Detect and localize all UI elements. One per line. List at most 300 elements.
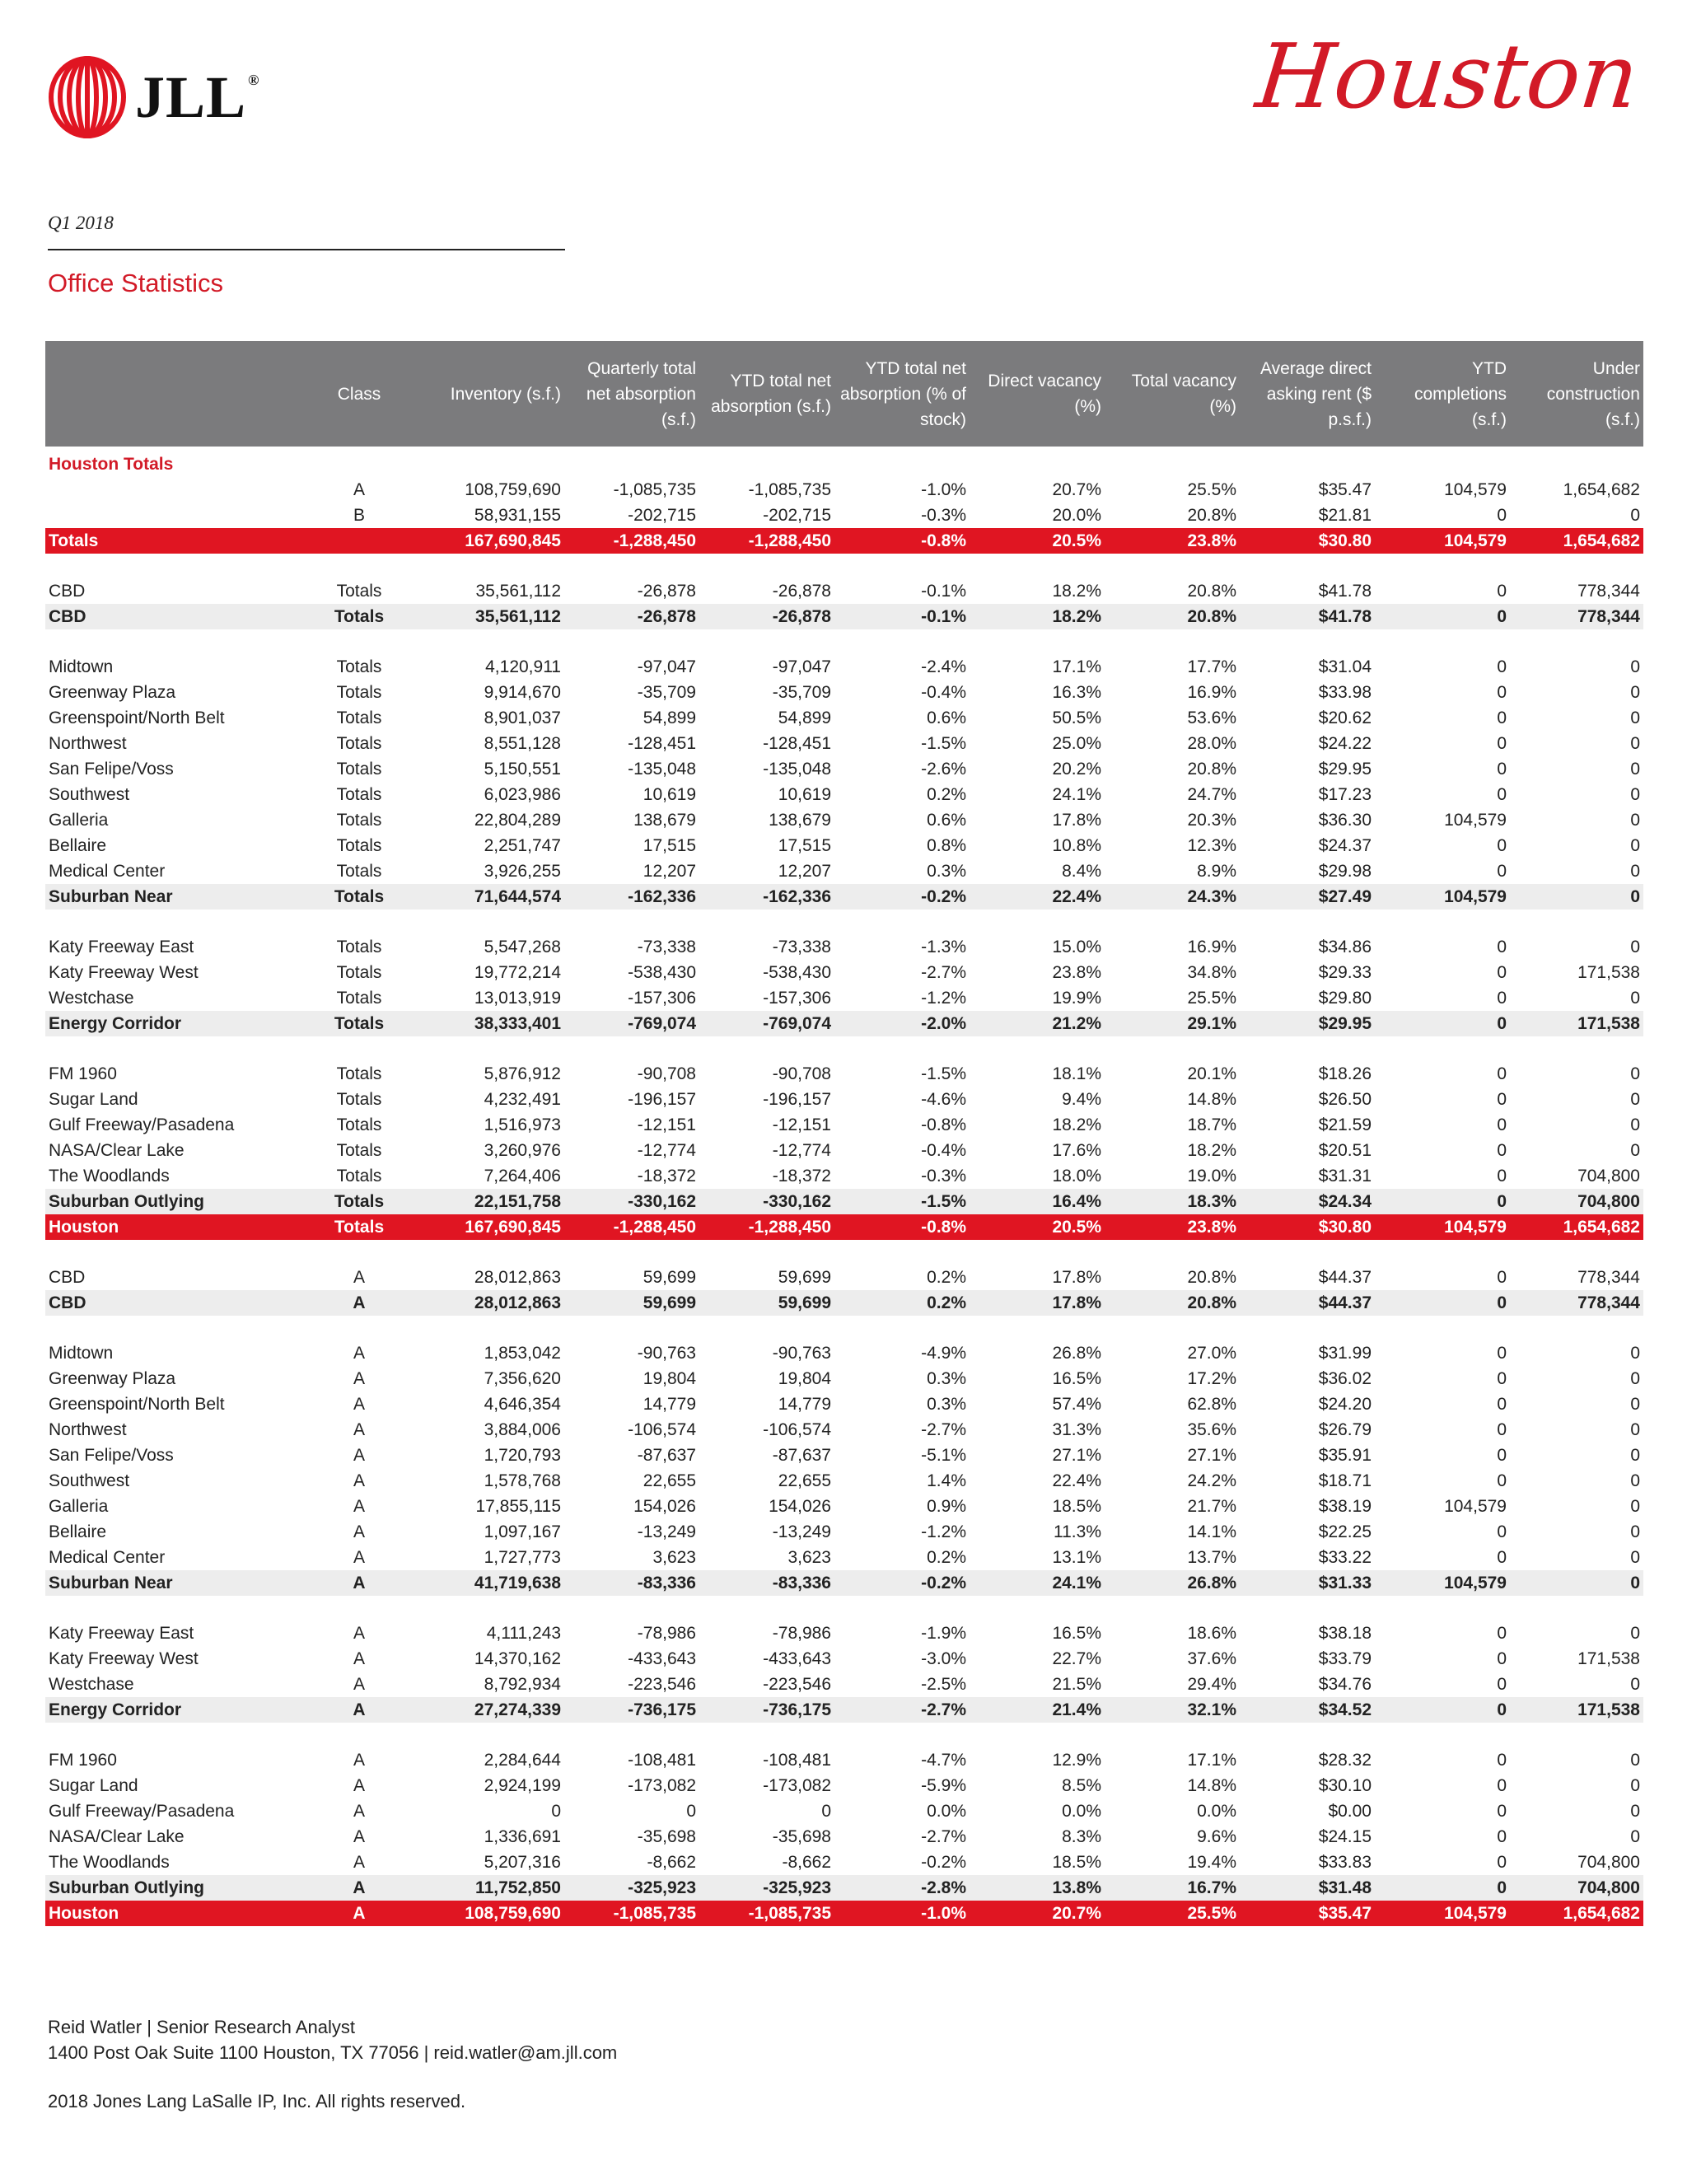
value-cell: 59,699 <box>699 1290 834 1316</box>
value-cell: 0 <box>1630 785 1640 804</box>
table-row <box>45 960 1643 985</box>
value-cell: 104,579 <box>1375 884 1510 910</box>
submarket-cell: San Felipe/Voss <box>49 1446 174 1465</box>
table-row <box>45 934 1643 960</box>
table-row <box>45 1391 1643 1417</box>
value-cell: 0 <box>1630 1776 1640 1795</box>
value-cell: -0.3% <box>921 506 966 525</box>
value-cell: $30.80 <box>1240 1214 1375 1240</box>
class-cell: Totals <box>336 1167 382 1186</box>
value-cell: 154,026 <box>769 1497 831 1516</box>
value-cell: 16.9% <box>1187 938 1236 956</box>
value-cell: -0.2% <box>834 884 970 910</box>
value-cell: -12,151 <box>637 1115 696 1134</box>
class-cell: A <box>353 1548 365 1567</box>
value-cell: 704,800 <box>1510 1875 1643 1901</box>
value-cell: -162,336 <box>564 884 699 910</box>
value-cell: 0 <box>1497 1167 1507 1186</box>
value-cell: $31.31 <box>1318 1167 1372 1186</box>
value-cell: 34.8% <box>1187 963 1236 982</box>
spacer-row <box>45 629 1643 654</box>
value-cell: 0 <box>1497 709 1507 727</box>
value-cell: 26.8% <box>1052 1344 1101 1363</box>
value-cell: -538,430 <box>628 963 696 982</box>
value-cell: $33.79 <box>1318 1649 1372 1668</box>
value-cell: 3,926,255 <box>484 862 561 881</box>
value-cell: 0 <box>1375 1290 1510 1316</box>
value-cell: -26,878 <box>772 582 831 601</box>
value-cell: 0 <box>1630 760 1640 779</box>
value-cell: 0 <box>1497 1268 1507 1287</box>
value-cell: 0 <box>1497 785 1507 804</box>
value-cell: 1,853,042 <box>484 1344 561 1363</box>
table-row <box>45 1519 1643 1545</box>
value-cell: -87,637 <box>772 1446 831 1465</box>
value-cell: $33.98 <box>1318 683 1372 702</box>
table-row <box>45 1061 1643 1087</box>
value-cell: $34.86 <box>1318 938 1372 956</box>
submarket-cell: FM 1960 <box>49 1751 117 1770</box>
value-cell: 26.8% <box>1105 1570 1240 1596</box>
value-cell: $34.76 <box>1318 1675 1372 1694</box>
class-cell: A <box>319 1875 400 1901</box>
value-cell: 0 <box>1497 1649 1507 1668</box>
value-cell: -5.1% <box>921 1446 966 1465</box>
value-cell: -196,157 <box>628 1090 696 1109</box>
value-cell: -1,288,450 <box>699 1214 834 1240</box>
table-row <box>45 1798 1643 1824</box>
value-cell: $31.48 <box>1240 1875 1375 1901</box>
class-cell: Totals <box>336 811 382 830</box>
value-cell: 17,515 <box>778 836 831 855</box>
value-cell: 7,356,620 <box>484 1369 561 1388</box>
value-cell: 0 <box>1497 1395 1507 1414</box>
spacer-cell <box>45 554 1643 578</box>
value-cell: -1.0% <box>834 1901 970 1926</box>
logo-wordmark: JLL ® <box>135 64 260 130</box>
submarket-cell: CBD <box>49 582 86 601</box>
value-cell: 18.5% <box>1052 1497 1101 1516</box>
value-cell: 18.2% <box>1187 1141 1236 1160</box>
copyright-line: 2018 Jones Lang LaSalle IP, Inc. All rights reserved. <box>48 2091 466 2112</box>
value-cell: 0.0% <box>927 1802 966 1821</box>
value-cell: 0 <box>1497 1471 1507 1490</box>
value-cell: 35,561,112 <box>400 604 564 629</box>
value-cell: $20.51 <box>1318 1141 1372 1160</box>
submarket-cell: Greenway Plaza <box>49 1369 176 1388</box>
class-cell: A <box>353 1268 365 1287</box>
value-cell: 104,579 <box>1444 480 1507 499</box>
value-cell: 0 <box>1630 1827 1640 1846</box>
value-cell: -108,481 <box>763 1751 831 1770</box>
value-cell: -108,481 <box>628 1751 696 1770</box>
subtotal-row <box>45 1875 1643 1901</box>
value-cell: 0 <box>1497 760 1507 779</box>
value-cell: 0 <box>1497 836 1507 855</box>
value-cell: 778,344 <box>1577 582 1640 601</box>
value-cell: 0 <box>1497 938 1507 956</box>
spacer-cell <box>45 1240 1643 1265</box>
value-cell: -1.5% <box>921 1064 966 1083</box>
value-cell: 20.0% <box>1052 506 1101 525</box>
value-cell: -0.8% <box>834 528 970 554</box>
class-cell: A <box>353 480 365 499</box>
table-row <box>45 731 1643 756</box>
value-cell: 0 <box>1375 1875 1510 1901</box>
value-cell: 0.6% <box>927 709 966 727</box>
value-cell: -2.0% <box>834 1011 970 1036</box>
value-cell: $18.26 <box>1318 1064 1372 1083</box>
value-cell: 1,654,682 <box>1563 480 1640 499</box>
table-row <box>45 1417 1643 1443</box>
submarket-cell: Suburban Outlying <box>45 1875 319 1901</box>
submarket-cell: CBD <box>45 604 319 629</box>
value-cell: -223,546 <box>628 1675 696 1694</box>
value-cell: 14,779 <box>643 1395 696 1414</box>
value-cell: 12,207 <box>778 862 831 881</box>
value-cell: 8,551,128 <box>484 734 561 753</box>
table-row <box>45 833 1643 858</box>
value-cell: -1.3% <box>921 938 966 956</box>
column-header: Class <box>319 341 400 447</box>
value-cell: 0.8% <box>927 836 966 855</box>
class-cell: A <box>353 1497 365 1516</box>
value-cell: 0 <box>551 1802 561 1821</box>
value-cell: -0.2% <box>921 1853 966 1872</box>
value-cell: 59,699 <box>778 1268 831 1287</box>
value-cell: -325,923 <box>564 1875 699 1901</box>
value-cell: -90,708 <box>637 1064 696 1083</box>
class-cell: Totals <box>336 709 382 727</box>
class-cell: A <box>319 1697 400 1723</box>
class-cell: A <box>353 1369 365 1388</box>
submarket-cell: Houston <box>45 1901 319 1926</box>
submarket-cell <box>45 477 319 503</box>
value-cell: $21.59 <box>1318 1115 1372 1134</box>
value-cell: 1.4% <box>927 1471 966 1490</box>
value-cell: 53.6% <box>1187 709 1236 727</box>
value-cell: -8,662 <box>782 1853 831 1872</box>
value-cell: -736,175 <box>699 1697 834 1723</box>
submarket-cell: Katy Freeway East <box>49 938 194 956</box>
value-cell: 5,150,551 <box>484 760 561 779</box>
submarket-cell: Northwest <box>49 1420 127 1439</box>
value-cell: -106,574 <box>763 1420 831 1439</box>
value-cell: $34.52 <box>1240 1697 1375 1723</box>
total-row <box>45 528 1643 554</box>
value-cell: 0 <box>1630 1446 1640 1465</box>
value-cell: 104,579 <box>1375 1570 1510 1596</box>
value-cell: 19.9% <box>1052 989 1101 1008</box>
value-cell: 18.5% <box>1052 1853 1101 1872</box>
value-cell: -83,336 <box>699 1570 834 1596</box>
class-cell: A <box>353 1802 365 1821</box>
class-cell: A <box>353 1649 365 1668</box>
value-cell: 5,207,316 <box>484 1853 561 1872</box>
column-header: Average direct asking rent ($ p.s.f.) <box>1240 341 1375 447</box>
value-cell: 14.8% <box>1187 1776 1236 1795</box>
value-cell: 35.6% <box>1187 1420 1236 1439</box>
value-cell: 0 <box>1630 683 1640 702</box>
value-cell: 59,699 <box>643 1268 696 1287</box>
value-cell: 16.3% <box>1052 683 1101 702</box>
value-cell: 0 <box>1630 811 1640 830</box>
submarket-cell: Gulf Freeway/Pasadena <box>49 1802 235 1821</box>
value-cell: $30.80 <box>1240 528 1375 554</box>
class-cell: Totals <box>336 836 382 855</box>
spacer-row <box>45 1240 1643 1265</box>
value-cell: 704,800 <box>1577 1853 1640 1872</box>
value-cell: 27,274,339 <box>400 1697 564 1723</box>
value-cell: 17,515 <box>643 836 696 855</box>
value-cell: -1,288,450 <box>699 528 834 554</box>
value-cell: 17.8% <box>1052 811 1101 830</box>
class-cell: Totals <box>319 604 400 629</box>
value-cell: 0.3% <box>927 862 966 881</box>
value-cell: -736,175 <box>564 1697 699 1723</box>
value-cell: 62.8% <box>1187 1395 1236 1414</box>
value-cell: -433,643 <box>628 1649 696 1668</box>
value-cell: 37.6% <box>1187 1649 1236 1668</box>
value-cell: $35.91 <box>1318 1446 1372 1465</box>
value-cell: 19,772,214 <box>474 963 561 982</box>
value-cell: 0.9% <box>927 1497 966 1516</box>
value-cell: 1,336,691 <box>484 1827 561 1846</box>
value-cell: 31.3% <box>1052 1420 1101 1439</box>
submarket-cell: FM 1960 <box>49 1064 117 1083</box>
value-cell: 5,876,912 <box>484 1064 561 1083</box>
value-cell: 18.2% <box>1052 1115 1101 1134</box>
city-title: Houston <box>1251 26 1643 129</box>
value-cell: $24.34 <box>1240 1189 1375 1214</box>
value-cell: 4,646,354 <box>484 1395 561 1414</box>
value-cell: 10.8% <box>1052 836 1101 855</box>
value-cell: 6,023,986 <box>484 785 561 804</box>
submarket-cell: Houston <box>45 1214 319 1240</box>
value-cell: -2.7% <box>921 1420 966 1439</box>
submarket-cell: Greenway Plaza <box>49 683 176 702</box>
table-row <box>45 1087 1643 1112</box>
value-cell: -330,162 <box>699 1189 834 1214</box>
value-cell: 0 <box>1497 1827 1507 1846</box>
value-cell: 778,344 <box>1510 1290 1643 1316</box>
class-cell: Totals <box>319 1011 400 1036</box>
submarket-cell: The Woodlands <box>49 1853 170 1872</box>
class-cell: A <box>353 1624 365 1643</box>
value-cell: 16.7% <box>1105 1875 1240 1901</box>
value-cell: $36.30 <box>1318 811 1372 830</box>
class-cell: Totals <box>336 734 382 753</box>
value-cell: 4,232,491 <box>484 1090 561 1109</box>
submarket-cell: Katy Freeway West <box>49 1649 199 1668</box>
table-row <box>45 1850 1643 1875</box>
value-cell: 20.8% <box>1187 582 1236 601</box>
value-cell: $27.49 <box>1240 884 1375 910</box>
value-cell: $31.33 <box>1240 1570 1375 1596</box>
submarket-cell: Medical Center <box>49 862 166 881</box>
value-cell: -2.7% <box>834 1697 970 1723</box>
value-cell: 28,012,863 <box>400 1290 564 1316</box>
value-cell: 0.2% <box>927 785 966 804</box>
value-cell: 108,759,690 <box>400 1901 564 1926</box>
value-cell: -8,662 <box>647 1853 696 1872</box>
value-cell: 14.8% <box>1187 1090 1236 1109</box>
value-cell: 0 <box>1497 1115 1507 1134</box>
value-cell: -1,085,735 <box>564 1901 699 1926</box>
value-cell: 704,800 <box>1577 1167 1640 1186</box>
value-cell: 22,151,758 <box>400 1189 564 1214</box>
value-cell: 138,679 <box>769 811 831 830</box>
value-cell: -4.9% <box>921 1344 966 1363</box>
value-cell: 104,579 <box>1444 1497 1507 1516</box>
value-cell: -1,085,735 <box>699 1901 834 1926</box>
value-cell: -433,643 <box>763 1649 831 1668</box>
value-cell: 0 <box>1497 862 1507 881</box>
class-cell: A <box>353 1853 365 1872</box>
value-cell: 18.1% <box>1052 1064 1101 1083</box>
value-cell: 18.2% <box>970 604 1105 629</box>
value-cell: -13,249 <box>772 1522 831 1541</box>
value-cell: -173,082 <box>628 1776 696 1795</box>
column-header: Direct vacancy (%) <box>970 341 1105 447</box>
value-cell: $26.50 <box>1318 1090 1372 1109</box>
value-cell: $29.80 <box>1318 989 1372 1008</box>
value-cell: 1,720,793 <box>484 1446 561 1465</box>
value-cell: $29.33 <box>1318 963 1372 982</box>
table-row <box>45 1747 1643 1773</box>
submarket-cell: Gulf Freeway/Pasadena <box>49 1115 235 1134</box>
value-cell: 1,654,682 <box>1510 1901 1643 1926</box>
submarket-cell: CBD <box>49 1268 86 1287</box>
value-cell: 171,538 <box>1577 1649 1640 1668</box>
submarket-cell: San Felipe/Voss <box>49 760 174 779</box>
value-cell: $41.78 <box>1240 604 1375 629</box>
submarket-cell: Bellaire <box>49 1522 107 1541</box>
submarket-cell: Galleria <box>49 1497 109 1516</box>
value-cell: 54,899 <box>778 709 831 727</box>
submarket-cell: Energy Corridor <box>45 1011 319 1036</box>
value-cell: 0 <box>1497 1064 1507 1083</box>
value-cell: 0 <box>1497 1522 1507 1541</box>
value-cell: 24.2% <box>1187 1471 1236 1490</box>
value-cell: 0 <box>1375 1189 1510 1214</box>
value-cell: $18.71 <box>1318 1471 1372 1490</box>
subtotal-row <box>45 1697 1643 1723</box>
value-cell: 27.0% <box>1187 1344 1236 1363</box>
value-cell: 0.2% <box>834 1290 970 1316</box>
value-cell: 20.7% <box>970 1901 1105 1926</box>
value-cell: 0.0% <box>1062 1802 1101 1821</box>
value-cell: 19,804 <box>643 1369 696 1388</box>
value-cell: 17.2% <box>1187 1369 1236 1388</box>
value-cell: -1.0% <box>921 480 966 499</box>
value-cell: 21.4% <box>970 1697 1105 1723</box>
value-cell: $24.37 <box>1318 836 1372 855</box>
table-row <box>45 807 1643 833</box>
value-cell: 778,344 <box>1510 604 1643 629</box>
value-cell: 0 <box>1630 1802 1640 1821</box>
value-cell: -73,338 <box>772 938 831 956</box>
value-cell: 8.5% <box>1062 1776 1101 1795</box>
table-row <box>45 1494 1643 1519</box>
submarket-cell: Southwest <box>49 1471 130 1490</box>
value-cell: 0 <box>1630 1751 1640 1770</box>
value-cell: 19.0% <box>1187 1167 1236 1186</box>
value-cell: 8,792,934 <box>484 1675 561 1694</box>
value-cell: 2,251,747 <box>484 836 561 855</box>
value-cell: $33.22 <box>1318 1548 1372 1567</box>
value-cell: 12.9% <box>1052 1751 1101 1770</box>
value-cell: 20.7% <box>1052 480 1101 499</box>
value-cell: -35,709 <box>772 683 831 702</box>
subtotal-row <box>45 1189 1643 1214</box>
value-cell: 23.8% <box>1105 1214 1240 1240</box>
value-cell: $17.23 <box>1318 785 1372 804</box>
value-cell: 22.4% <box>970 884 1105 910</box>
value-cell: -0.8% <box>921 1115 966 1134</box>
value-cell: 16.9% <box>1187 683 1236 702</box>
value-cell: 0 <box>1497 1751 1507 1770</box>
value-cell: -18,372 <box>637 1167 696 1186</box>
value-cell: 104,579 <box>1375 1214 1510 1240</box>
table-row <box>45 1672 1643 1697</box>
value-cell: -12,151 <box>772 1115 831 1134</box>
value-cell: 0.3% <box>927 1395 966 1414</box>
value-cell: 22.4% <box>1052 1471 1101 1490</box>
value-cell: 24.1% <box>970 1570 1105 1596</box>
table-row <box>45 782 1643 807</box>
value-cell: -78,986 <box>637 1624 696 1643</box>
value-cell: 17.1% <box>1052 657 1101 676</box>
table-row <box>45 1265 1643 1290</box>
value-cell: 0 <box>1630 1522 1640 1541</box>
spacer-row <box>45 910 1643 934</box>
table-row <box>45 1773 1643 1798</box>
value-cell: -106,574 <box>628 1420 696 1439</box>
spacer-row <box>45 1596 1643 1620</box>
value-cell: 19.4% <box>1187 1853 1236 1872</box>
value-cell: $44.37 <box>1318 1268 1372 1287</box>
value-cell: 0.2% <box>927 1548 966 1567</box>
value-cell: -83,336 <box>564 1570 699 1596</box>
column-header: Total vacancy (%) <box>1105 341 1240 447</box>
value-cell: 28.0% <box>1187 734 1236 753</box>
report-period: Q1 2018 <box>48 213 114 233</box>
value-cell: 3,623 <box>652 1548 696 1567</box>
value-cell: -2.7% <box>921 1827 966 1846</box>
table-row <box>45 1824 1643 1850</box>
value-cell: 0 <box>1497 1548 1507 1567</box>
value-cell: 0 <box>1375 604 1510 629</box>
value-cell: -2.5% <box>921 1675 966 1694</box>
table-row <box>45 1468 1643 1494</box>
class-cell: Totals <box>336 657 382 676</box>
value-cell: 13.7% <box>1187 1548 1236 1567</box>
value-cell: 23.8% <box>1105 528 1240 554</box>
value-cell: 14.1% <box>1187 1522 1236 1541</box>
value-cell: 22,655 <box>643 1471 696 1490</box>
value-cell: 0 <box>1630 1090 1640 1109</box>
jll-logo <box>48 56 260 138</box>
value-cell: -1,288,450 <box>564 1214 699 1240</box>
class-cell: Totals <box>336 989 382 1008</box>
spacer-cell <box>45 1596 1643 1620</box>
submarket-cell: Katy Freeway West <box>49 963 199 982</box>
value-cell: 0 <box>1497 1776 1507 1795</box>
value-cell: -202,715 <box>628 506 696 525</box>
value-cell: 17.7% <box>1187 657 1236 676</box>
spacer-cell <box>45 910 1643 934</box>
